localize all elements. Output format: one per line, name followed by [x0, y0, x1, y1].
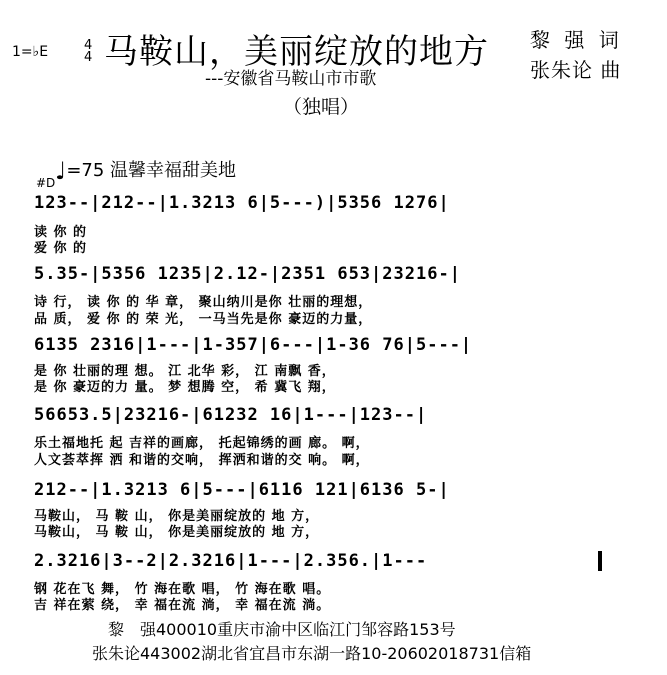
song-title: 马鞍山，美丽绽放的地方	[104, 32, 489, 72]
lyric-line-1a: 读 你 的	[34, 225, 88, 240]
lyric-line-6a: 钢 花在飞 舞， 竹 海在歌 唱， 竹 海在歌 唱。	[34, 582, 331, 597]
notation-line-1: 123--|212--|1.3213 6|5---)|5356 1276|	[34, 193, 450, 213]
final-barline	[598, 551, 602, 571]
performance-mode: （独唱）	[283, 96, 360, 118]
lyric-line-3a: 是 你 壮丽的理 想。 江 北华 彩， 江 南飘 香，	[34, 364, 336, 379]
lyric-line-5a: 马鞍山， 马 鞍 山， 你是美丽绽放的 地 方，	[34, 509, 320, 524]
lyric-line-5b: 马鞍山， 马 鞍 山， 你是美丽绽放的 地 方，	[34, 525, 320, 540]
lyricist-credit: 黎 强 词	[530, 28, 623, 52]
notation-line-5: 212--|1.3213 6|5---|6116 121|6136 5-|	[34, 480, 450, 500]
composer-credit: 张朱论 曲	[530, 58, 622, 82]
quarter-note-icon: ♩	[55, 157, 67, 185]
lyric-line-1b: 爱 你 的	[34, 241, 88, 256]
notation-line-6: 2.3216|3--2|2.3216|1---|2.356.|1---	[34, 551, 428, 571]
key-signature: 1=♭E	[12, 44, 49, 60]
lyric-line-2b: 品 质， 爱 你 的 荣 光， 一马当先是你 豪迈的力量，	[34, 312, 373, 327]
time-signature-top: 4	[84, 38, 93, 53]
notation-line-4: 56653.5|23216-|61232 16|1---|123--|	[34, 405, 428, 425]
time-signature-bottom: 4	[84, 50, 93, 65]
lyric-line-6b: 吉 祥在萦 绕， 幸 福在流 淌， 幸 福在流 淌。	[34, 598, 331, 613]
tempo-text: =75 温馨幸福甜美地	[66, 160, 237, 181]
tempo-marking	[55, 156, 236, 185]
notation-line-3: 6135 2316|1---|1-357|6---|1-36 76|5---|	[34, 335, 473, 355]
lyric-line-2a: 诗 行， 读 你 的 华 章， 聚山纳川是你 壮丽的理想，	[34, 295, 373, 310]
lyric-line-4a: 乐土福地托 起 吉祥的画廊， 托起锦绣的画 廊。 啊，	[34, 436, 370, 451]
lyric-line-3b: 是 你 豪迈的力 量。 梦 想腾 空， 希 冀飞 翔，	[34, 380, 336, 395]
key-mark: #D	[36, 176, 56, 190]
time-signature	[84, 40, 92, 64]
address-lyricist: 黎 强400010重庆市渝中区临江门邹容路153号	[108, 620, 456, 639]
address-composer: 张朱论443002湖北省宜昌市东湖一路10-20602018731信箱	[92, 644, 532, 663]
lyric-line-4b: 人文荟萃挥 洒 和谐的交响， 挥洒和谐的交 响。 啊，	[34, 453, 370, 468]
notation-line-2: 5.35-|5356 1235|2.12-|2351 653|23216-|	[34, 264, 461, 284]
song-subtitle: ---安徽省马鞍山市市歌	[205, 69, 377, 89]
